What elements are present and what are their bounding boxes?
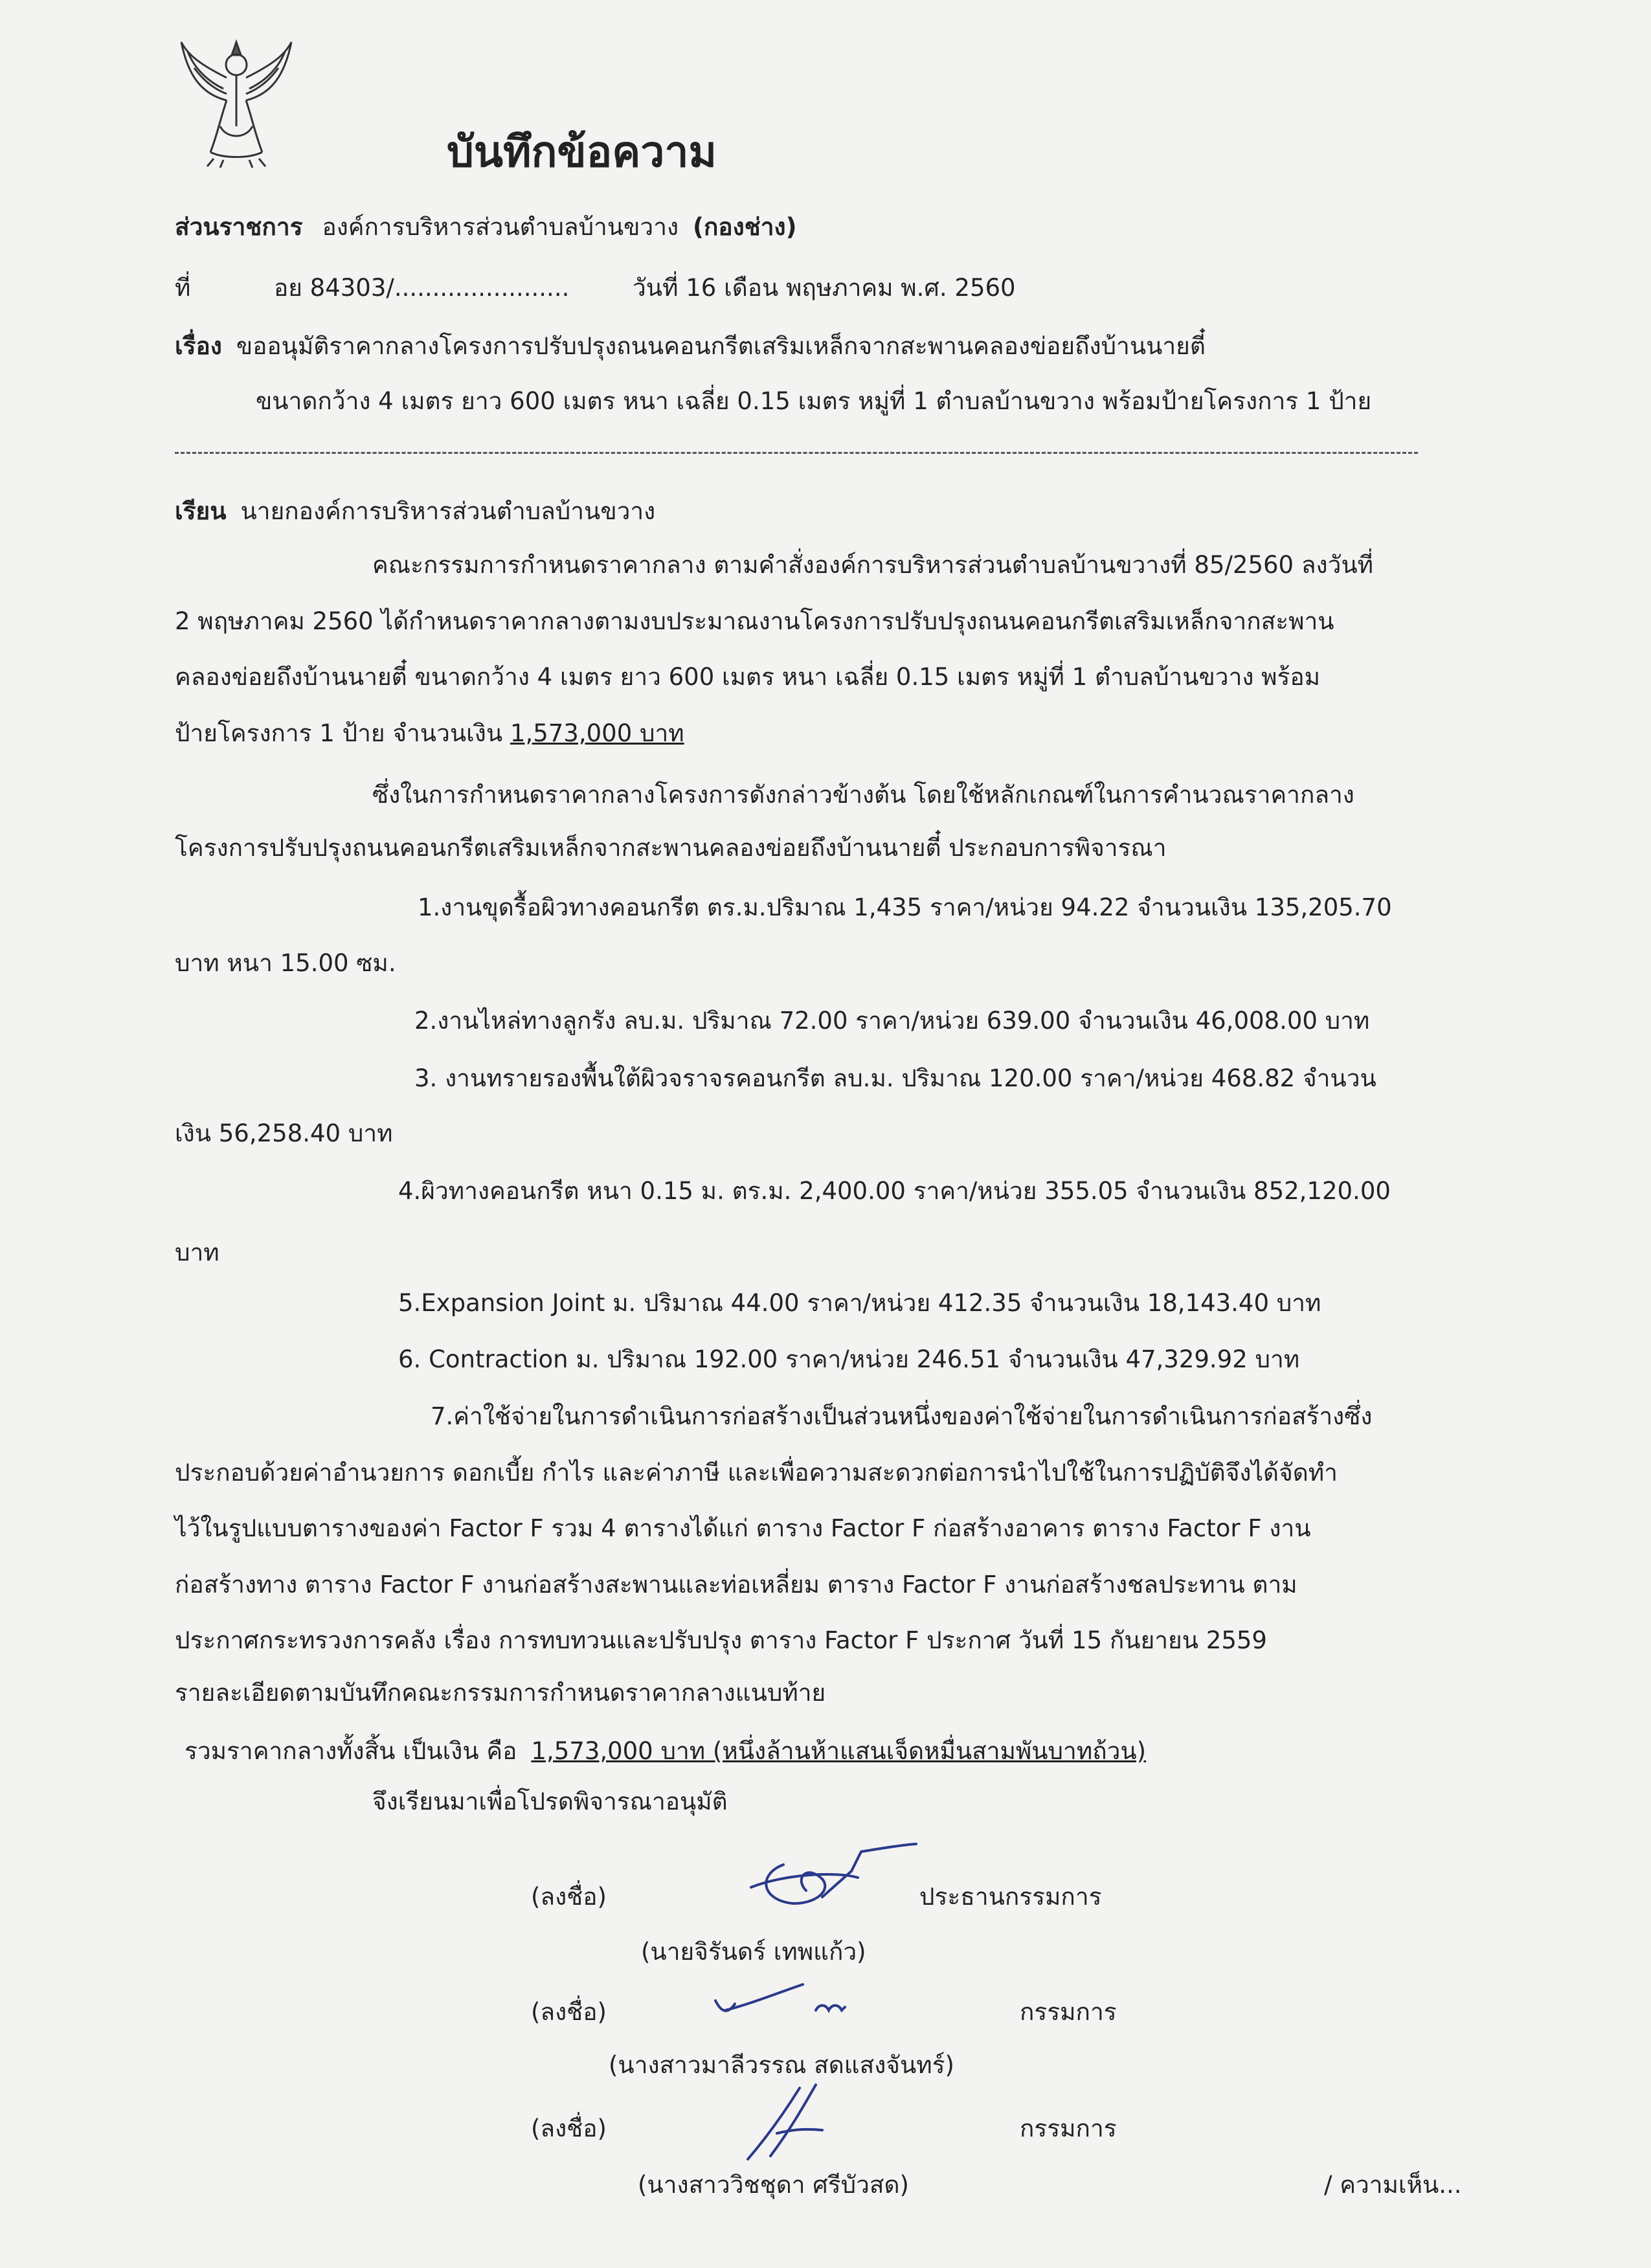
signature-2-icon [712, 1975, 861, 2033]
item-1-line-1: 1.งานขุดรื้อผิวทางคอนกรีต ตร.ม.ปริมาณ 1,435 ราคา/หน่วย 94.22 จำนวนเงิน 135,205.70 [418, 893, 1392, 921]
item-3-line-2: เงิน 56,258.40 บาท [175, 1119, 393, 1147]
item-7-line-3: ไว้ในรูปแบบตารางของค่า Factor F รวม 4 ตารางได้แก่ ตาราง Factor F ก่อสร้างอาคาร ตาราง Factor F งาน [175, 1514, 1311, 1542]
salutation-value: นายกองค์การบริหารส่วนตำบลบ้านขวาง [240, 497, 656, 525]
subject-text-2: ขนาดกว้าง 4 เมตร ยาว 600 เมตร หนา เฉลี่ย 0.15 เมตร หมู่ที่ 1 ตำบลบ้านขวาง พร้อมป้ายโครงการ 1 ป้าย [256, 387, 1372, 415]
sig-2-label: (ลงชื่อ) [531, 1998, 607, 2026]
item-4-line-1: 4.ผิวทางคอนกรีต หนา 0.15 ม. ตร.ม. 2,400.00 ราคา/หน่วย 355.05 จำนวนเงิน 852,120.00 [398, 1177, 1391, 1205]
salutation-label: เรียน [175, 497, 227, 525]
divider [175, 452, 1418, 454]
ref-label: ที่ [175, 274, 191, 302]
item-7-line-1: 7.ค่าใช้จ่ายในการดำเนินการก่อสร้างเป็นส่วนหนึ่งของค่าใช้จ่ายในการดำเนินการก่อสร้างซึ่ง [431, 1402, 1373, 1430]
item-7-line-5: ประกาศกระทรวงการคลัง เรื่อง การทบทวนและปรับปรุง ตาราง Factor F ประกาศ วันที่ 15 กันยายน 2559 [175, 1626, 1267, 1654]
garuda-emblem-icon [175, 29, 298, 168]
item-7-line-4: ก่อสร้างทาง ตาราง Factor F งานก่อสร้างสะพานและท่อเหลี่ยม ตาราง Factor F งานก่อสร้างชลประทาน ตาม [175, 1571, 1297, 1599]
item-6: 6. Contraction ม. ปริมาณ 192.00 ราคา/หน่วย 246.51 จำนวนเงิน 47,329.92 บาท [398, 1345, 1300, 1373]
signature-1-icon [745, 1839, 919, 1923]
document-date: วันที่ 16 เดือน พฤษภาคม พ.ศ. 2560 [633, 274, 1016, 302]
subject-text-1: ขออนุมัติราคากลางโครงการปรับปรุงถนนคอนกรีตเสริมเหล็กจากสะพานคลองข่อยถึงบ้านนายตี๋ [236, 332, 1206, 360]
p1-line-3: คลองข่อยถึงบ้านนายตี๋ ขนาดกว้าง 4 เมตร ยาว 600 เมตร หนา เฉลี่ย 0.15 เมตร หมู่ที่ 1 ตำบลบ้านขวาง พร้อม [175, 663, 1321, 691]
closing-line: จึงเรียนมาเพื่อโปรดพิจารณาอนุมัติ [372, 1788, 728, 1815]
continued-marker: / ความเห็น... [1324, 2171, 1462, 2199]
total-prefix: รวมราคากลางทั้งสิ้น เป็นเงิน คือ [185, 1737, 517, 1765]
signature-3-icon [738, 2082, 848, 2166]
salutation-line [175, 495, 655, 528]
ref-number: อย 84303/....................... [274, 274, 570, 302]
item-4-line-2: บาท [175, 1239, 219, 1266]
sig-1-label: (ลงชื่อ) [531, 1883, 607, 1911]
subject-label: เรื่อง [175, 332, 222, 360]
sig-1-role: ประธานกรรมการ [919, 1883, 1102, 1911]
item-5: 5.Expansion Joint ม. ปริมาณ 44.00 ราคา/หน่วย 412.35 จำนวนเงิน 18,143.40 บาท [398, 1289, 1321, 1317]
subject-line [175, 330, 1206, 363]
p1-line-2: 2 พฤษภาคม 2560 ได้กำหนดราคากลางตามงบประมาณงานโครงการปรับปรุงถนนคอนกรีตเสริมเหล็กจากสะพาน [175, 607, 1334, 635]
item-1-line-2: บาท หนา 15.00 ซม. [175, 949, 396, 977]
p1-line-1: คณะกรรมการกำหนดราคากลาง ตามคำสั่งองค์การบริหารส่วนตำบลบ้านขวางที่ 85/2560 ลงวันที่ [372, 551, 1374, 579]
department-sub: (กองช่าง) [693, 213, 797, 241]
p1-amount: 1,573,000 บาท [510, 719, 684, 747]
p1-line-4 [175, 717, 684, 750]
sig-1-name: (นายจิรันดร์ เทพแก้ว) [641, 1938, 866, 1966]
sig-2-role: กรรมการ [1020, 1998, 1117, 2026]
sig-3-role: กรรมการ [1020, 2115, 1117, 2142]
item-3-line-1: 3. งานทรายรองพื้นใต้ผิวจราจรคอนกรีต ลบ.ม. ปริมาณ 120.00 ราคา/หน่วย 468.82 จำนวน [414, 1064, 1376, 1092]
p2-line-1: ซึ่งในการกำหนดราคากลางโครงการดังกล่าวข้างต้น โดยใช้หลักเกณฑ์ในการคำนวณราคากลาง [372, 781, 1354, 809]
total-amount: 1,573,000 บาท (หนึ่งล้านห้าแสนเจ็ดหมื่นสามพันบาทถ้วน) [531, 1737, 1147, 1765]
department-value: องค์การบริหารส่วนตำบลบ้านขวาง [322, 213, 679, 241]
total-line [185, 1735, 1146, 1768]
item-7-line-2: ประกอบด้วยค่าอำนวยการ ดอกเบี้ย กำไร และค่าภาษี และเพื่อความสะดวกต่อการนำไปใช้ในการปฏิบัติจึงได้จัดทำ [175, 1459, 1338, 1487]
document-title: บันทึกข้อความ [447, 127, 717, 177]
p2-line-2: โครงการปรับปรุงถนนคอนกรีตเสริมเหล็กจากสะพานคลองข่อยถึงบ้านนายตี๋ ประกอบการพิจารณา [175, 834, 1167, 862]
sig-3-name: (นางสาววิชชุดา ศรีบัวสด) [638, 2171, 909, 2199]
department-line [175, 211, 797, 243]
department-label: ส่วนราชการ [175, 213, 303, 241]
item-7-line-6: รายละเอียดตามบันทึกคณะกรรมการกำหนดราคากลางแนบท้าย [175, 1679, 826, 1707]
sig-3-label: (ลงชื่อ) [531, 2115, 607, 2142]
item-2: 2.งานไหล่ทางลูกรัง ลบ.ม. ปริมาณ 72.00 ราคา/หน่วย 639.00 จำนวนเงิน 46,008.00 บาท [414, 1007, 1370, 1035]
p1-line-4-prefix: ป้ายโครงการ 1 ป้าย จำนวนเงิน [175, 719, 503, 747]
sig-2-name: (นางสาวมาลีวรรณ สดแสงจันทร์) [609, 2051, 954, 2079]
